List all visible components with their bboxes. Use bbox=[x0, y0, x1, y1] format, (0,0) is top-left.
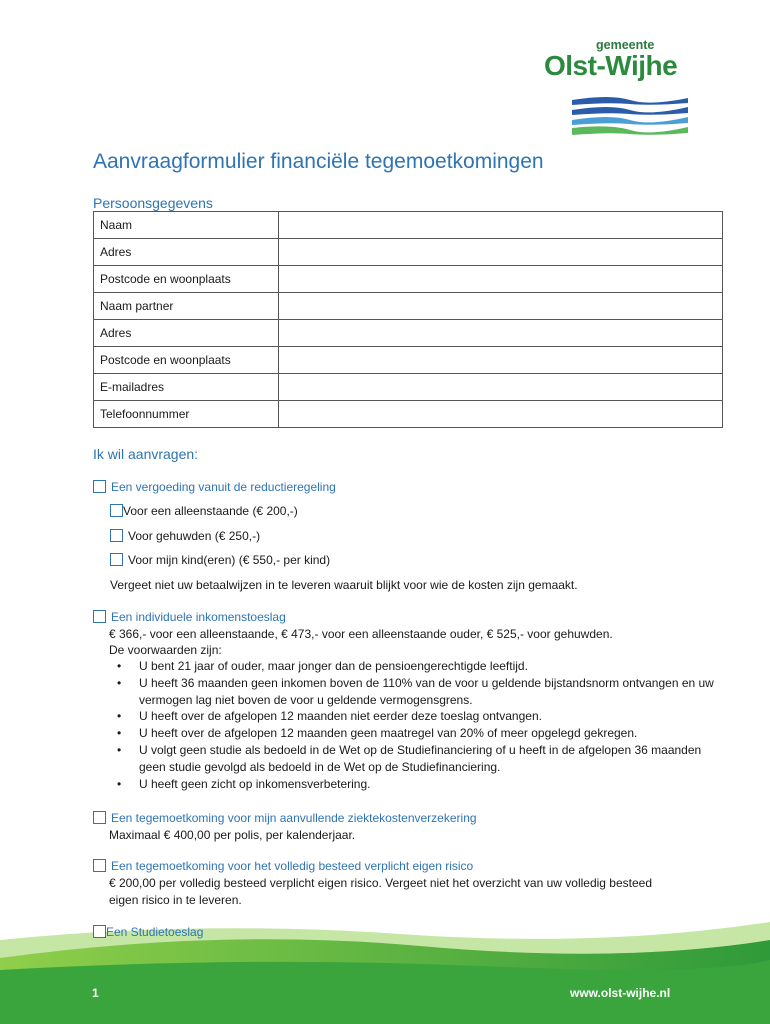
list-item: • U volgt geen studie als bedoeld in de Wet op de Studiefinanciering of u heeft in de afgelopen 36 maanden geen studie gevolgd als bedoeld in de Wet op de Studiefinanciering. bbox=[139, 742, 719, 776]
adres-field[interactable] bbox=[279, 239, 723, 266]
table-row bbox=[94, 347, 723, 374]
postcode-field[interactable] bbox=[279, 266, 723, 293]
telefoon-field[interactable] bbox=[279, 401, 723, 428]
table-row bbox=[94, 293, 723, 320]
eigen-risico-checkbox[interactable] bbox=[93, 859, 106, 872]
studietoeslag-option bbox=[93, 925, 203, 939]
studietoeslag-checkbox[interactable] bbox=[93, 925, 106, 938]
eigen-risico-note-2: eigen risico in te leveren. bbox=[109, 893, 242, 907]
reductie-label: Een vergoeding vanuit de reductieregeling bbox=[111, 480, 336, 494]
table-row bbox=[94, 320, 723, 347]
table-row bbox=[94, 212, 723, 239]
reductie-option bbox=[93, 480, 336, 494]
list-item: • U heeft over de afgelopen 12 maanden geen maatregel van 20% of meer opgelegd gekregen. bbox=[139, 725, 719, 742]
gehuwden-checkbox[interactable] bbox=[110, 529, 123, 542]
eigen-risico-label: Een tegemoetkoming voor het volledig besteed verplicht eigen risico bbox=[111, 859, 474, 873]
footer-wave-decoration bbox=[0, 900, 770, 1024]
list-item: • U heeft geen zicht op inkomensverbetering. bbox=[139, 776, 719, 793]
conditions-list bbox=[109, 658, 719, 792]
row-label: Naam partner bbox=[94, 293, 279, 320]
eigen-risico-note-1: € 200,00 per volledig besteed verplicht eigen risico. Vergeet niet het overzicht van uw volledig besteed bbox=[109, 876, 653, 890]
email-field[interactable] bbox=[279, 374, 723, 401]
municipality-logo bbox=[540, 36, 720, 136]
naam-field[interactable] bbox=[279, 212, 723, 239]
persoonsgegevens-table bbox=[93, 211, 723, 428]
row-label: Adres bbox=[94, 320, 279, 347]
website-link[interactable]: www.olst-wijhe.nl bbox=[570, 986, 671, 1000]
kinderen-label: Voor mijn kind(eren) (€ 550,- per kind) bbox=[128, 553, 331, 567]
request-heading: Ik wil aanvragen: bbox=[93, 446, 199, 462]
page-title: Aanvraagformulier financiële tegemoetkomingen bbox=[93, 150, 544, 173]
logo-small-text: gemeente bbox=[596, 38, 655, 52]
inkomenstoeslag-amounts: € 366,- voor een alleenstaande, € 473,- voor een alleenstaande ouder, € 525,- voor gehuwden. bbox=[109, 627, 613, 641]
row-label: Naam bbox=[94, 212, 279, 239]
row-label: Adres bbox=[94, 239, 279, 266]
kinderen-checkbox[interactable] bbox=[110, 553, 123, 566]
table-row bbox=[94, 266, 723, 293]
alleenstaande-label: Voor een alleenstaande (€ 200,-) bbox=[123, 504, 298, 518]
inkomenstoeslag-label: Een individuele inkomenstoeslag bbox=[111, 610, 286, 624]
table-row bbox=[94, 239, 723, 266]
list-item: • U heeft over de afgelopen 12 maanden niet eerder deze toeslag ontvangen. bbox=[139, 708, 719, 725]
logo-waves-icon bbox=[570, 94, 690, 136]
gehuwden-option bbox=[110, 529, 260, 543]
reductie-checkbox[interactable] bbox=[93, 480, 106, 493]
naam-partner-field[interactable] bbox=[279, 293, 723, 320]
row-label: Postcode en woonplaats bbox=[94, 347, 279, 374]
inkomenstoeslag-option bbox=[93, 610, 286, 624]
gehuwden-label: Voor gehuwden (€ 250,-) bbox=[128, 529, 261, 543]
row-label: Telefoonnummer bbox=[94, 401, 279, 428]
studietoeslag-label: Een Studietoeslag bbox=[106, 925, 204, 939]
eigen-risico-option bbox=[93, 859, 473, 873]
table-row bbox=[94, 401, 723, 428]
list-item: • U heeft 36 maanden geen inkomen boven de 110% van de voor u geldende bijstandsnorm ontvangen en uw vermogen lag niet boven de voor u geldende vermogensgrens. bbox=[139, 675, 719, 709]
alleenstaande-checkbox[interactable] bbox=[110, 504, 123, 517]
persoonsgegevens-heading: Persoonsgegevens bbox=[93, 195, 213, 211]
row-label: E-mailadres bbox=[94, 374, 279, 401]
row-label: Postcode en woonplaats bbox=[94, 266, 279, 293]
page-number: 1 bbox=[92, 986, 99, 1000]
list-item: • U bent 21 jaar of ouder, maar jonger dan de pensioengerechtigde leeftijd. bbox=[139, 658, 719, 675]
ziektekosten-label: Een tegemoetkoming voor mijn aanvullende ziektekostenverzekering bbox=[111, 811, 477, 825]
alleenstaande-option bbox=[110, 504, 298, 518]
ziektekosten-note: Maximaal € 400,00 per polis, per kalenderjaar. bbox=[109, 828, 356, 842]
conditions-intro: De voorwaarden zijn: bbox=[109, 643, 222, 657]
table-row bbox=[94, 374, 723, 401]
reductie-note: Vergeet niet uw betaalwijzen in te leveren waaruit blijkt voor wie de kosten zijn gemaakt. bbox=[110, 578, 578, 592]
adres-partner-field[interactable] bbox=[279, 320, 723, 347]
ziektekosten-checkbox[interactable] bbox=[93, 811, 106, 824]
logo-big-text: Olst-Wijhe bbox=[544, 50, 678, 81]
kinderen-option bbox=[110, 553, 330, 567]
inkomenstoeslag-checkbox[interactable] bbox=[93, 610, 106, 623]
postcode-partner-field[interactable] bbox=[279, 347, 723, 374]
ziektekosten-option bbox=[93, 811, 477, 825]
